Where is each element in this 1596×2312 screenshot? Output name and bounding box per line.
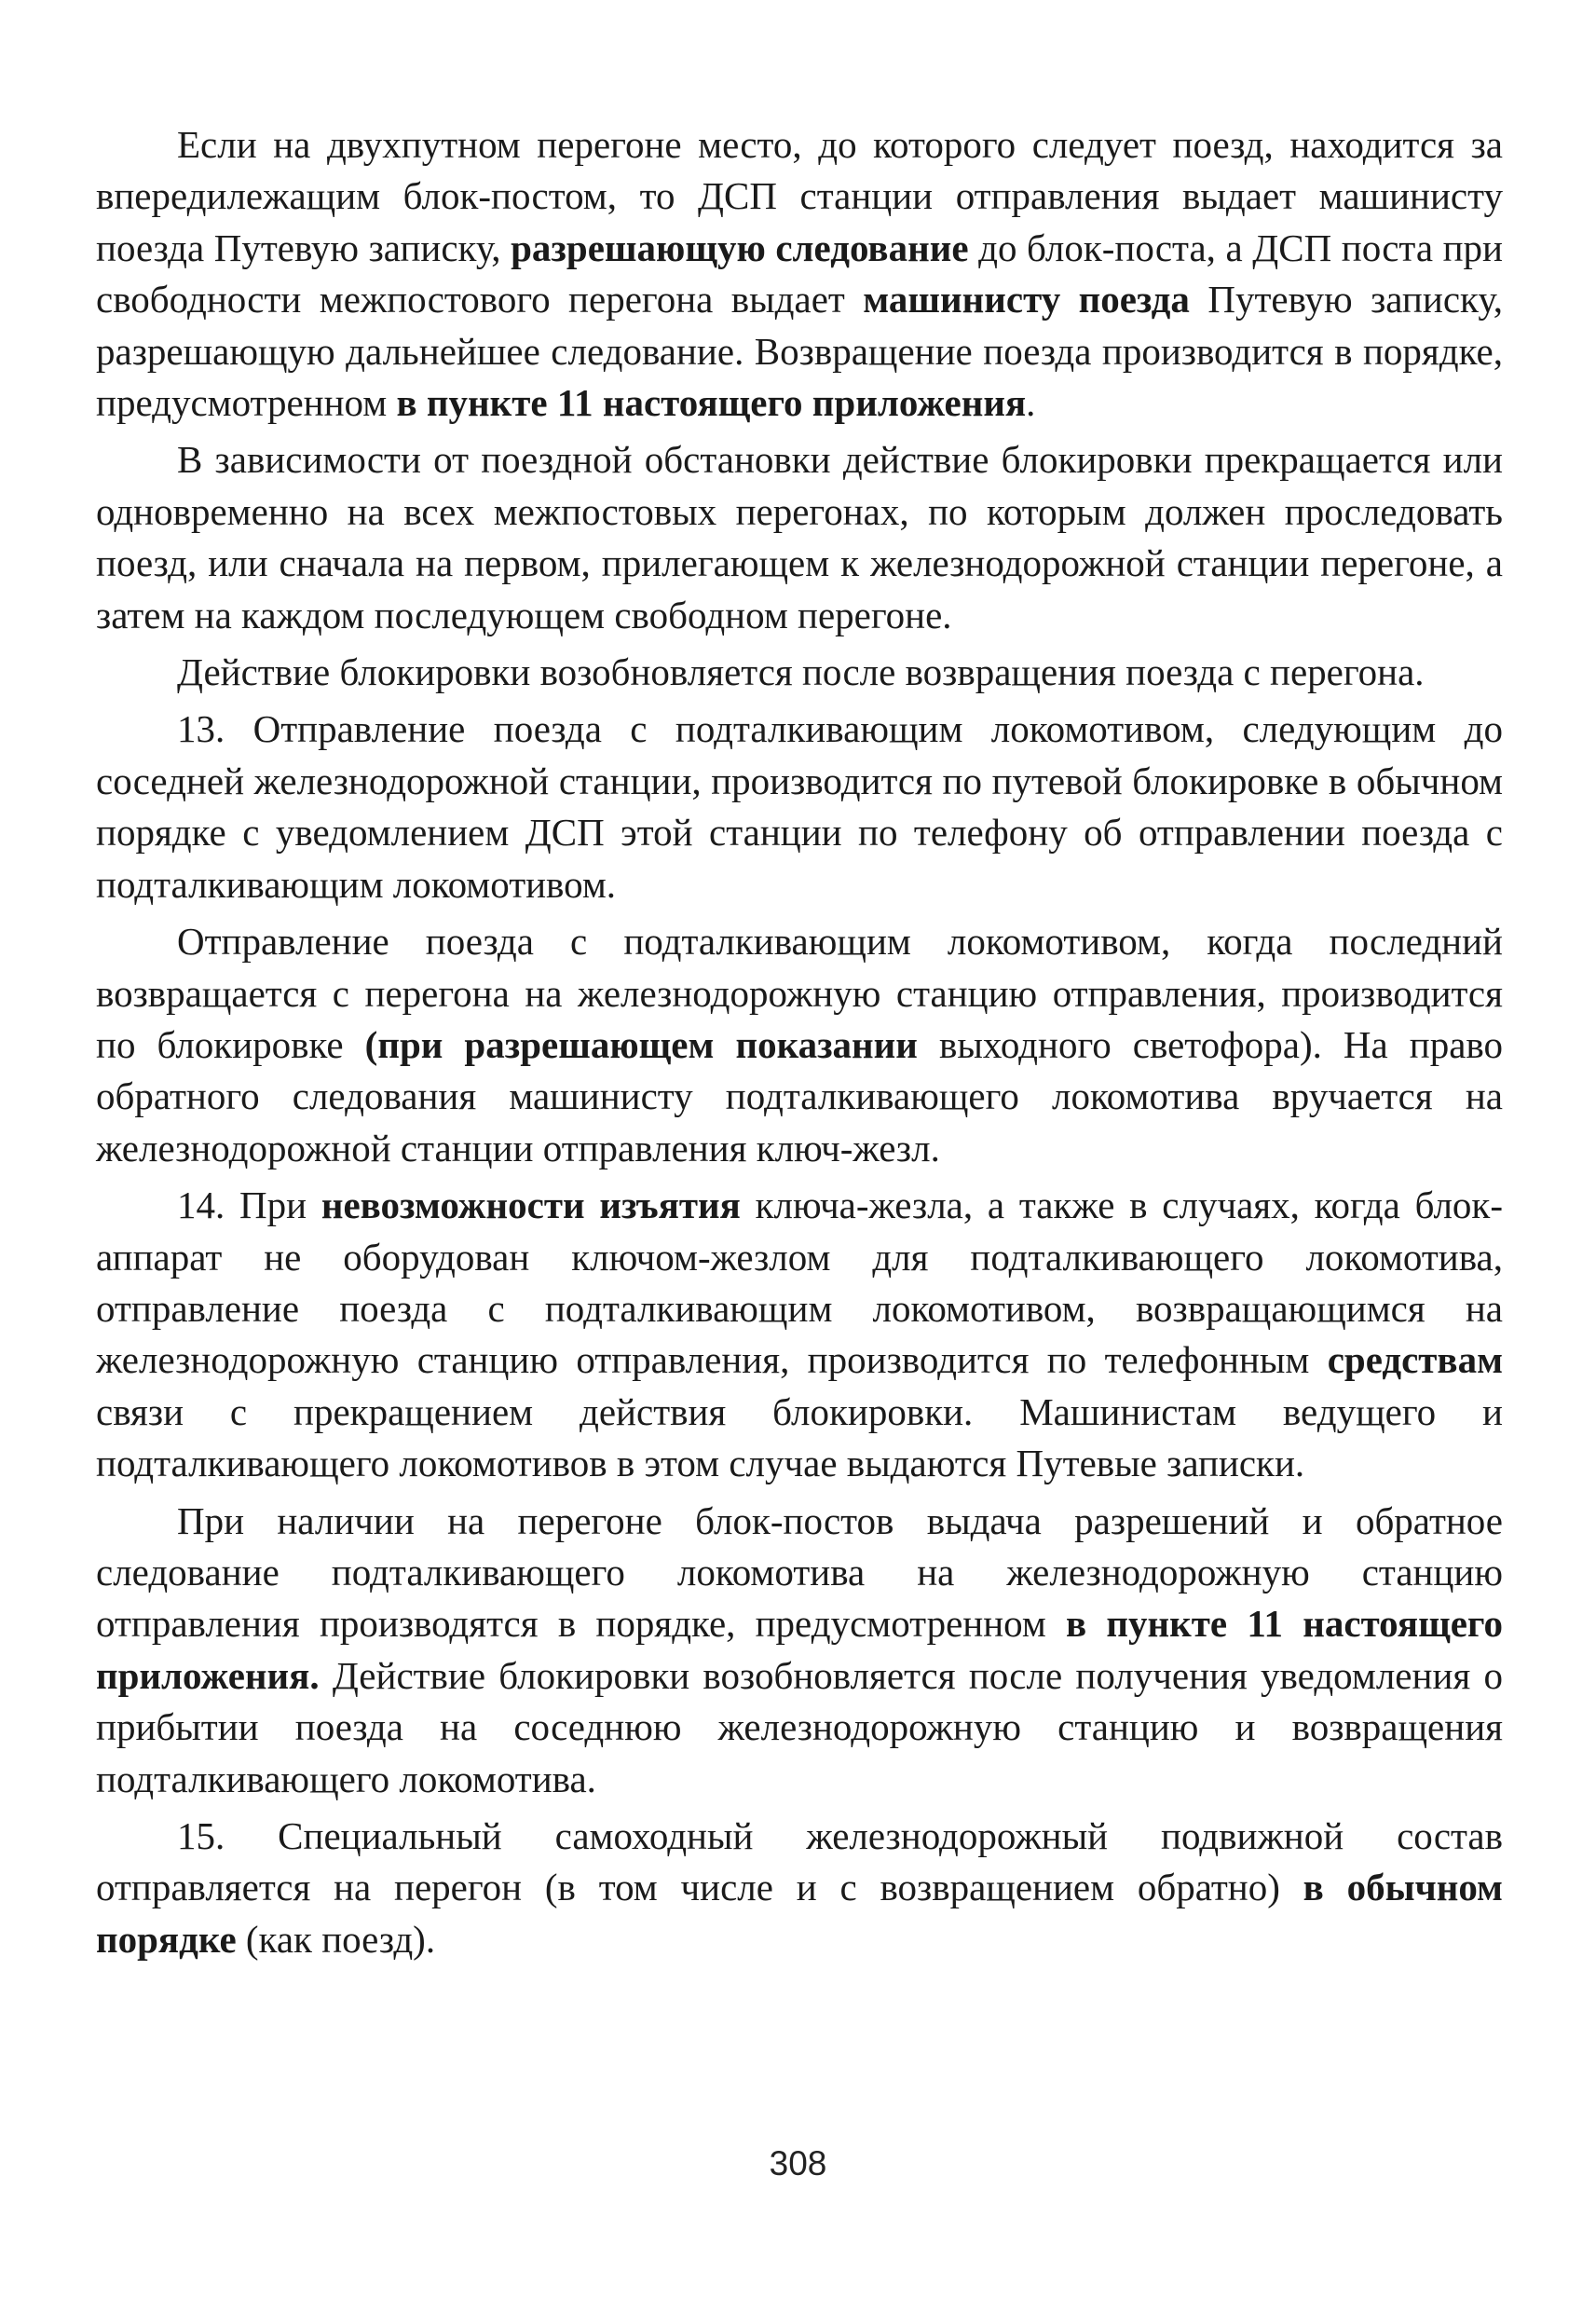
text-segment: В зависимости от поездной обстановки действие блокировки прекращается или одновременно на всех межпостовых перегонах, по которым должен проследовать поезд, или сначала на первом, прилегающем к железнодорожной станции перегоне, а затем на каждом последующем свободном перегоне. bbox=[96, 438, 1503, 636]
paragraph-pusher-return bbox=[96, 916, 1503, 1174]
bold-segment: в обычном порядке bbox=[96, 1866, 1503, 1961]
text-segment: выходного светофора). На право обратного следования машинисту подталкивающего локомотива вручается на железнодорожной станции отправления ключ-жезл. bbox=[96, 1022, 1503, 1170]
paragraph-blockposts-permissions bbox=[96, 1496, 1503, 1805]
paragraph-blocking-suspension bbox=[96, 434, 1503, 641]
bold-segment: разрешающую следование bbox=[511, 226, 969, 269]
paragraph-item-14 bbox=[96, 1180, 1503, 1489]
text-segment: Путевую записку, разрешающую дальнейшее следование. Возвращение поезда производится в порядке, предусмотренном bbox=[96, 278, 1503, 425]
text-segment: Отправление поезда с подталкивающим локомотивом, когда последний возвращается с перегона на железнодорожную станцию отправления, производится по блокировке bbox=[96, 920, 1503, 1066]
bold-segment: в пункте 11 настоящего приложения. bbox=[96, 1602, 1503, 1697]
text-segment: (как поезд). bbox=[236, 1917, 436, 1961]
paragraph-item-15 bbox=[96, 1811, 1503, 1965]
text-segment: до блок-поста, а ДСП поста при свободности межпостового перегона выдает bbox=[96, 226, 1503, 321]
text-segment: . bbox=[1026, 381, 1036, 425]
bold-segment: средствам bbox=[1327, 1338, 1503, 1382]
paragraph-blockpost-route bbox=[96, 119, 1503, 429]
page-number: 308 bbox=[769, 2144, 827, 2182]
bold-segment: машинисту поезда bbox=[863, 278, 1190, 321]
bold-segment: (при разрешающем показании bbox=[364, 1022, 918, 1066]
bold-segment: невозможности изъятия bbox=[321, 1183, 741, 1227]
paragraph-blocking-resumption bbox=[96, 647, 1503, 698]
text-segment: Действие блокировки возобновляется после получения уведомления о прибытии поезда на соседнюю железнодорожную станцию и возвращения подталкивающего локомотива. bbox=[96, 1653, 1503, 1800]
text-segment: связи с прекращением действия блокировки. Машинистам ведущего и подталкивающего локомотивов в этом случае выдаются Путевые записки. bbox=[96, 1389, 1503, 1485]
page-body bbox=[96, 119, 1503, 1971]
bold-segment: в пункте 11 настоящего приложения bbox=[396, 381, 1027, 425]
paragraph-item-13 bbox=[96, 704, 1503, 910]
text-segment: 14. При bbox=[177, 1183, 321, 1227]
text-segment: Если на двухпутном перегоне место, до которого следует поезд, находится за впередилежащим блок-постом, то ДСП станции отправления выдает машинисту поезда Путевую записку, bbox=[96, 123, 1503, 269]
text-segment: 15. Специальный самоходный железнодорожный подвижной состав отправляется на перегон (в том числе и с возвращением обратно) bbox=[96, 1814, 1503, 1909]
text-segment: Действие блокировки возобновляется после возвращения поезда с перегона. bbox=[177, 650, 1425, 694]
text-segment: При наличии на перегоне блок-постов выдача разрешений и обратное следование подталкивающего локомотива на железнодорожную станцию отправления производятся в порядке, предусмотренном bbox=[96, 1498, 1503, 1646]
text-segment: 13. Отправление поезда с подталкивающим локомотивом, следующим до соседней железнодорожной станции, производится по путевой блокировке в обычном порядке с уведомлением ДСП этой станции по телефону об отправлении поезда с подталкивающим локомотивом. bbox=[96, 707, 1503, 906]
text-segment: ключа-жезла, а также в случаях, когда блок-аппарат не оборудован ключом-жезлом для подталкивающего локомотива, отправление поезда с подталкивающим локомотивом, возвращающимся на железнодорожную станцию отправления, производится по телефонным bbox=[96, 1183, 1503, 1382]
